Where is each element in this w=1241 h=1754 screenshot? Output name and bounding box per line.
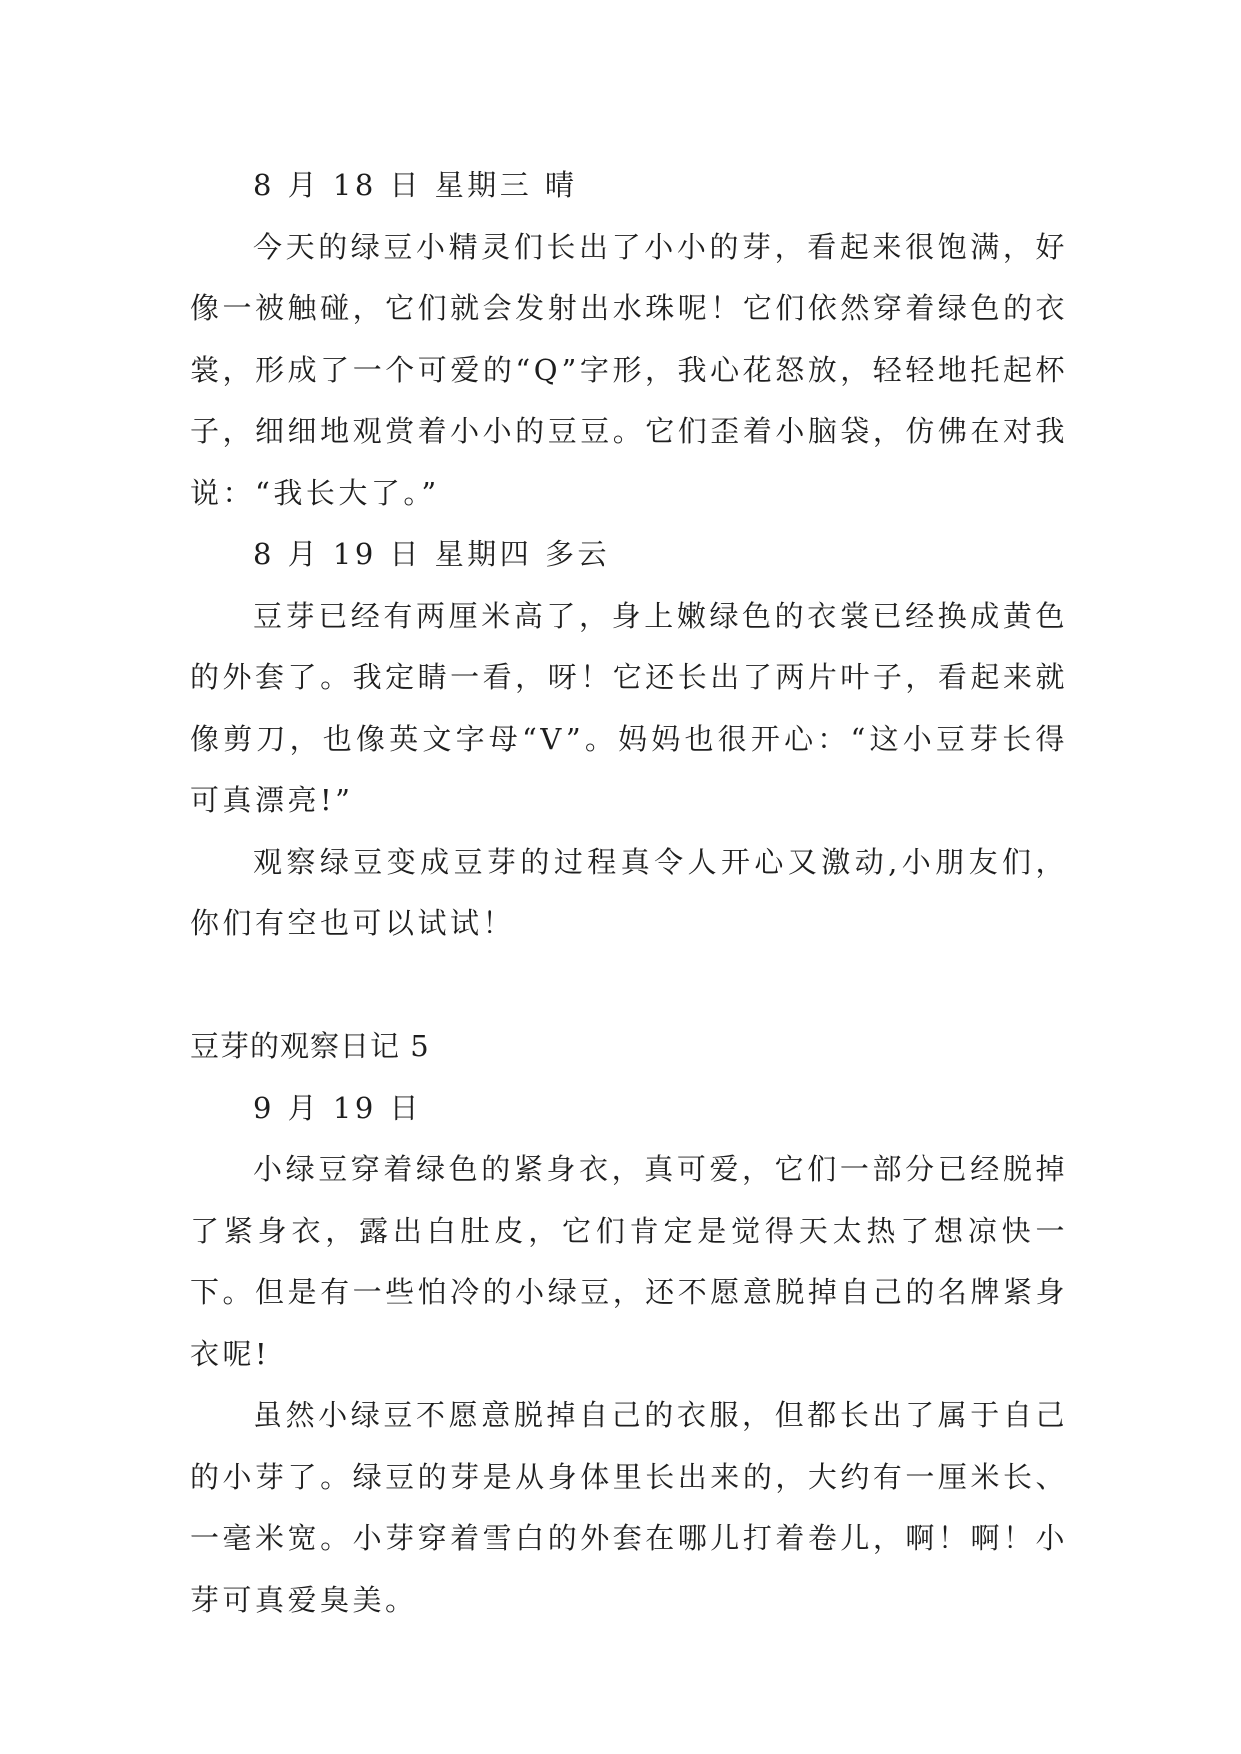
entry-paragraph: 今天的绿豆小精灵们长出了小小的芽，看起来很饱满，好像一被触碰，它们就会发射出水珠呢！它们依然穿着绿色的衣裳，形成了一个可爱的“Q”字形，我心花怒放，轻轻地托起杯子，细细地观赏着小小的豆豆。它们歪着小脑袋，仿佛在对我说：“我长大了。” <box>190 229 1068 510</box>
entry-date-aug-19: 8 月 19 日 星期四 多云 <box>253 537 610 571</box>
diary-content <box>190 155 1068 1631</box>
entry-paragraph: 虽然小绿豆不愿意脱掉自己的衣服，但都长出了属于自己的小芽了。绿豆的芽是从身体里长出来的，大约有一厘米长、一毫米宽。小芽穿着雪白的外套在哪儿打着卷儿，啊！啊！小芽可真爱臭美。 <box>190 1398 1068 1617</box>
section-gap <box>190 955 1068 1017</box>
section-title: 豆芽的观察日记 5 <box>190 1029 430 1063</box>
entry-paragraph: 小绿豆穿着绿色的紧身衣，真可爱，它们一部分已经脱掉了紧身衣，露出白肚皮，它们肯定是觉得天太热了想凉快一下。但是有一些怕冷的小绿豆，还不愿意脱掉自己的名牌紧身衣呢! <box>190 1152 1068 1371</box>
closing-paragraph: 观察绿豆变成豆芽的过程真令人开心又激动,小朋友们，你们有空也可以试试！ <box>190 844 1068 940</box>
entry-paragraph: 豆芽已经有两厘米高了，身上嫩绿色的衣裳已经换成黄色的外套了。我定睛一看，呀！它还长出了两片叶子，看起来就像剪刀，也像英文字母“V”。妈妈也很开心：“这小豆芽长得可真漂亮!” <box>190 598 1068 817</box>
entry-date-sep-19: 9 月 19 日 <box>253 1090 423 1125</box>
entry-date-aug-18: 8 月 18 日 星期三 晴 <box>253 168 578 202</box>
